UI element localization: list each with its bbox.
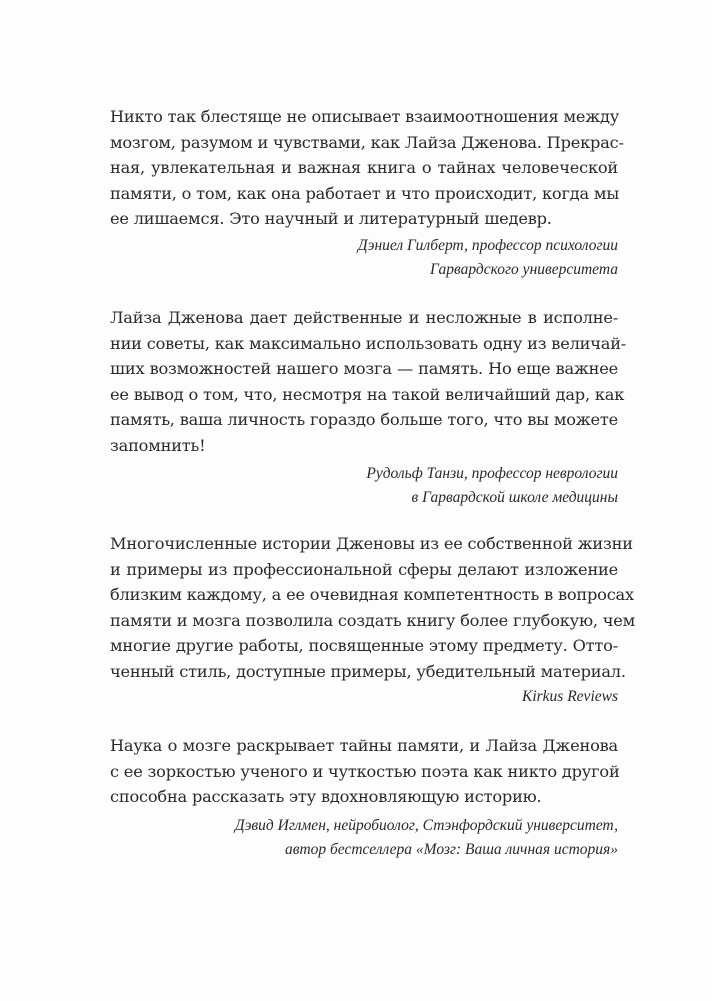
review-attribution: Гарвардского университета — [430, 261, 618, 279]
review-eagleman — [110, 733, 618, 863]
review-attribution: Kirkus Reviews — [522, 687, 618, 705]
review-line: способна рассказать эту вдохновляющую историю. — [110, 787, 542, 807]
review-line: ших возможностей нашего мозга — память. Но еще важнее — [110, 359, 618, 379]
review-tanzi — [110, 305, 627, 511]
review-attribution: Рудольф Танзи, профессор неврологии — [366, 464, 618, 482]
review-kirkus — [110, 531, 636, 709]
review-attribution: автор бестселлера «Мозг: Ваша личная история» — [284, 841, 618, 859]
review-line: Лайза Дженова дает действенные и несложные в исполне- — [110, 308, 618, 327]
review-gilbert — [110, 104, 624, 283]
review-line: Наука о мозге раскрывает тайны памяти, и Лайза Дженова — [110, 736, 618, 755]
review-line: памяти, о том, как она работает и что происходит, когда мы — [110, 183, 620, 203]
review-line: с ее зоркостью ученого и чуткостью поэта как никто другой — [110, 761, 620, 781]
review-line: запомнить! — [110, 435, 206, 455]
review-attribution: Дэниел Гилберт, профессор психологии — [357, 236, 618, 254]
review-line: памяти и мозга позволила создать книгу более глубокую, чем — [110, 610, 636, 630]
review-line: нии советы, как максимально использовать одну из величай- — [110, 333, 627, 353]
review-line: Многочисленные истории Дженовы из ее собственной жизни — [110, 534, 633, 553]
review-line: и примеры из профессиональной сферы делают изложение — [110, 559, 618, 579]
review-line: память, ваша личность гораздо больше того, что вы можете — [110, 410, 618, 430]
review-attribution: Дэвид Иглмен, нейробиолог, Стэнфордский университет, — [234, 816, 618, 834]
review-line: ее лишаемся. Это научный и литературный шедевр. — [110, 209, 552, 229]
review-line: Никто так блестяще не описывает взаимоотношения между — [110, 107, 620, 126]
review-line: ченный стиль, доступные примеры, убедительный материал. — [110, 661, 626, 681]
review-line: многие другие работы, посвященные этому предмету. Отто- — [110, 636, 618, 656]
review-line: ная, увлекательная и важная книга о тайнах человеческой — [110, 158, 618, 178]
review-line: ее вывод о том, что, несмотря на такой величайший дар, как — [110, 384, 625, 404]
review-line: близким каждому, а ее очевидная компетентность в вопросах — [110, 585, 634, 605]
review-attribution: в Гарвардской школе медицины — [411, 489, 618, 507]
review-line: мозгом, разумом и чувствами, как Лайза Дженова. Прекрас- — [110, 132, 624, 152]
